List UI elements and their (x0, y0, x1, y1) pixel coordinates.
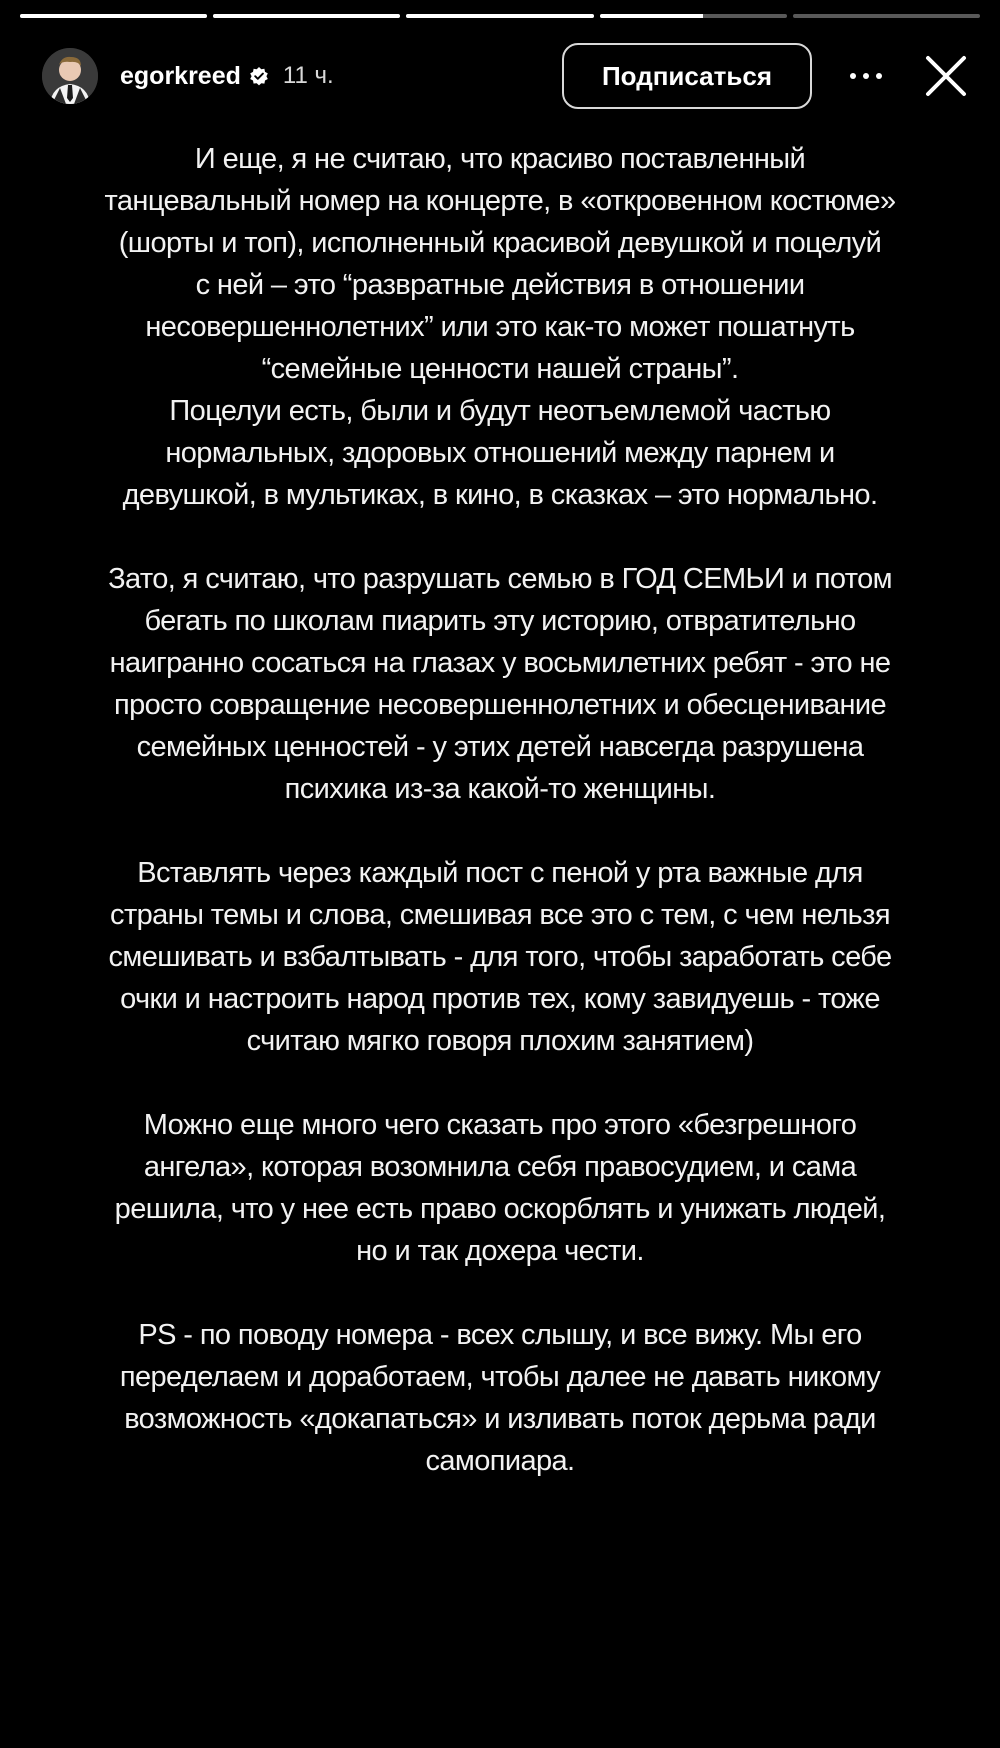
progress-segment-fill (600, 14, 703, 18)
story-header (42, 40, 972, 112)
progress-segment (793, 14, 980, 18)
story-progress-bar (20, 14, 980, 18)
progress-segment-fill (20, 14, 207, 18)
story-paragraph-4: Можно еще много чего сказать про этого «безгрешного ангела», которая возомнила себя правосудием, и сама решила, что у нее есть право оскорблять и унижать людей, но и так дохера чести. (114, 1109, 886, 1267)
story-text (40, 138, 960, 1482)
progress-segment (406, 14, 593, 18)
close-icon[interactable] (920, 50, 972, 102)
profile-avatar[interactable] (42, 48, 98, 104)
progress-segment-fill (406, 14, 593, 18)
verified-badge-icon (249, 66, 269, 86)
story-paragraph-5: PS - по поводу номера - всех слышу, и все вижу. Мы его переделаем и доработаем, чтобы далее не давать никому возможность «докапаться» и изливать поток дерьма ради самопиара. (119, 1319, 881, 1477)
username[interactable]: egorkreed (120, 61, 241, 90)
story-paragraph-3: Вставлять через каждый пост с пеной у рта важные для страны темы и слова, смешивая все это с тем, с чем нельзя смешивать и взбалтывать - для того, чтобы заработать себе очки и настроить народ против тех, кому завидуешь - тоже считаю мягко говоря плохим занятием) (108, 857, 892, 1057)
avatar-image (42, 48, 98, 104)
progress-segment-fill (213, 14, 400, 18)
progress-segment (20, 14, 207, 18)
story-paragraph-2: Зато, я считаю, что разрушать семью в ГОД СЕМЬИ и потом бегать по школам пиарить эту историю, отвратительно наигранно сосаться на глазах у восьмилетних ребят - это не просто совращение несовершеннолетних и обесценивание семейных ценностей - у этих детей навсегда разрушена психика из-за какой-то женщины. (108, 563, 892, 805)
progress-segment (213, 14, 400, 18)
follow-button[interactable]: Подписаться (562, 43, 812, 109)
story-paragraph-1: И еще, я не считаю, что красиво поставленный танцевальный номер на концерте, в «откровенном костюме» (шорты и топ), исполненный красивой девушкой и поцелуй с ней – это “развратные действия в отношении несовершеннолетних” или это как-то может пошатнуть “семейные ценности нашей страны”. Поцелуи есть, были и будут неотъемлемой частью нормальных, здоровых отношений между парнем и девушкой, в мультиках, в кино, в сказках – это нормально. (104, 143, 896, 511)
more-horizontal-icon[interactable] (846, 56, 886, 96)
progress-segment (600, 14, 787, 18)
post-time: 11 ч. (282, 62, 334, 89)
